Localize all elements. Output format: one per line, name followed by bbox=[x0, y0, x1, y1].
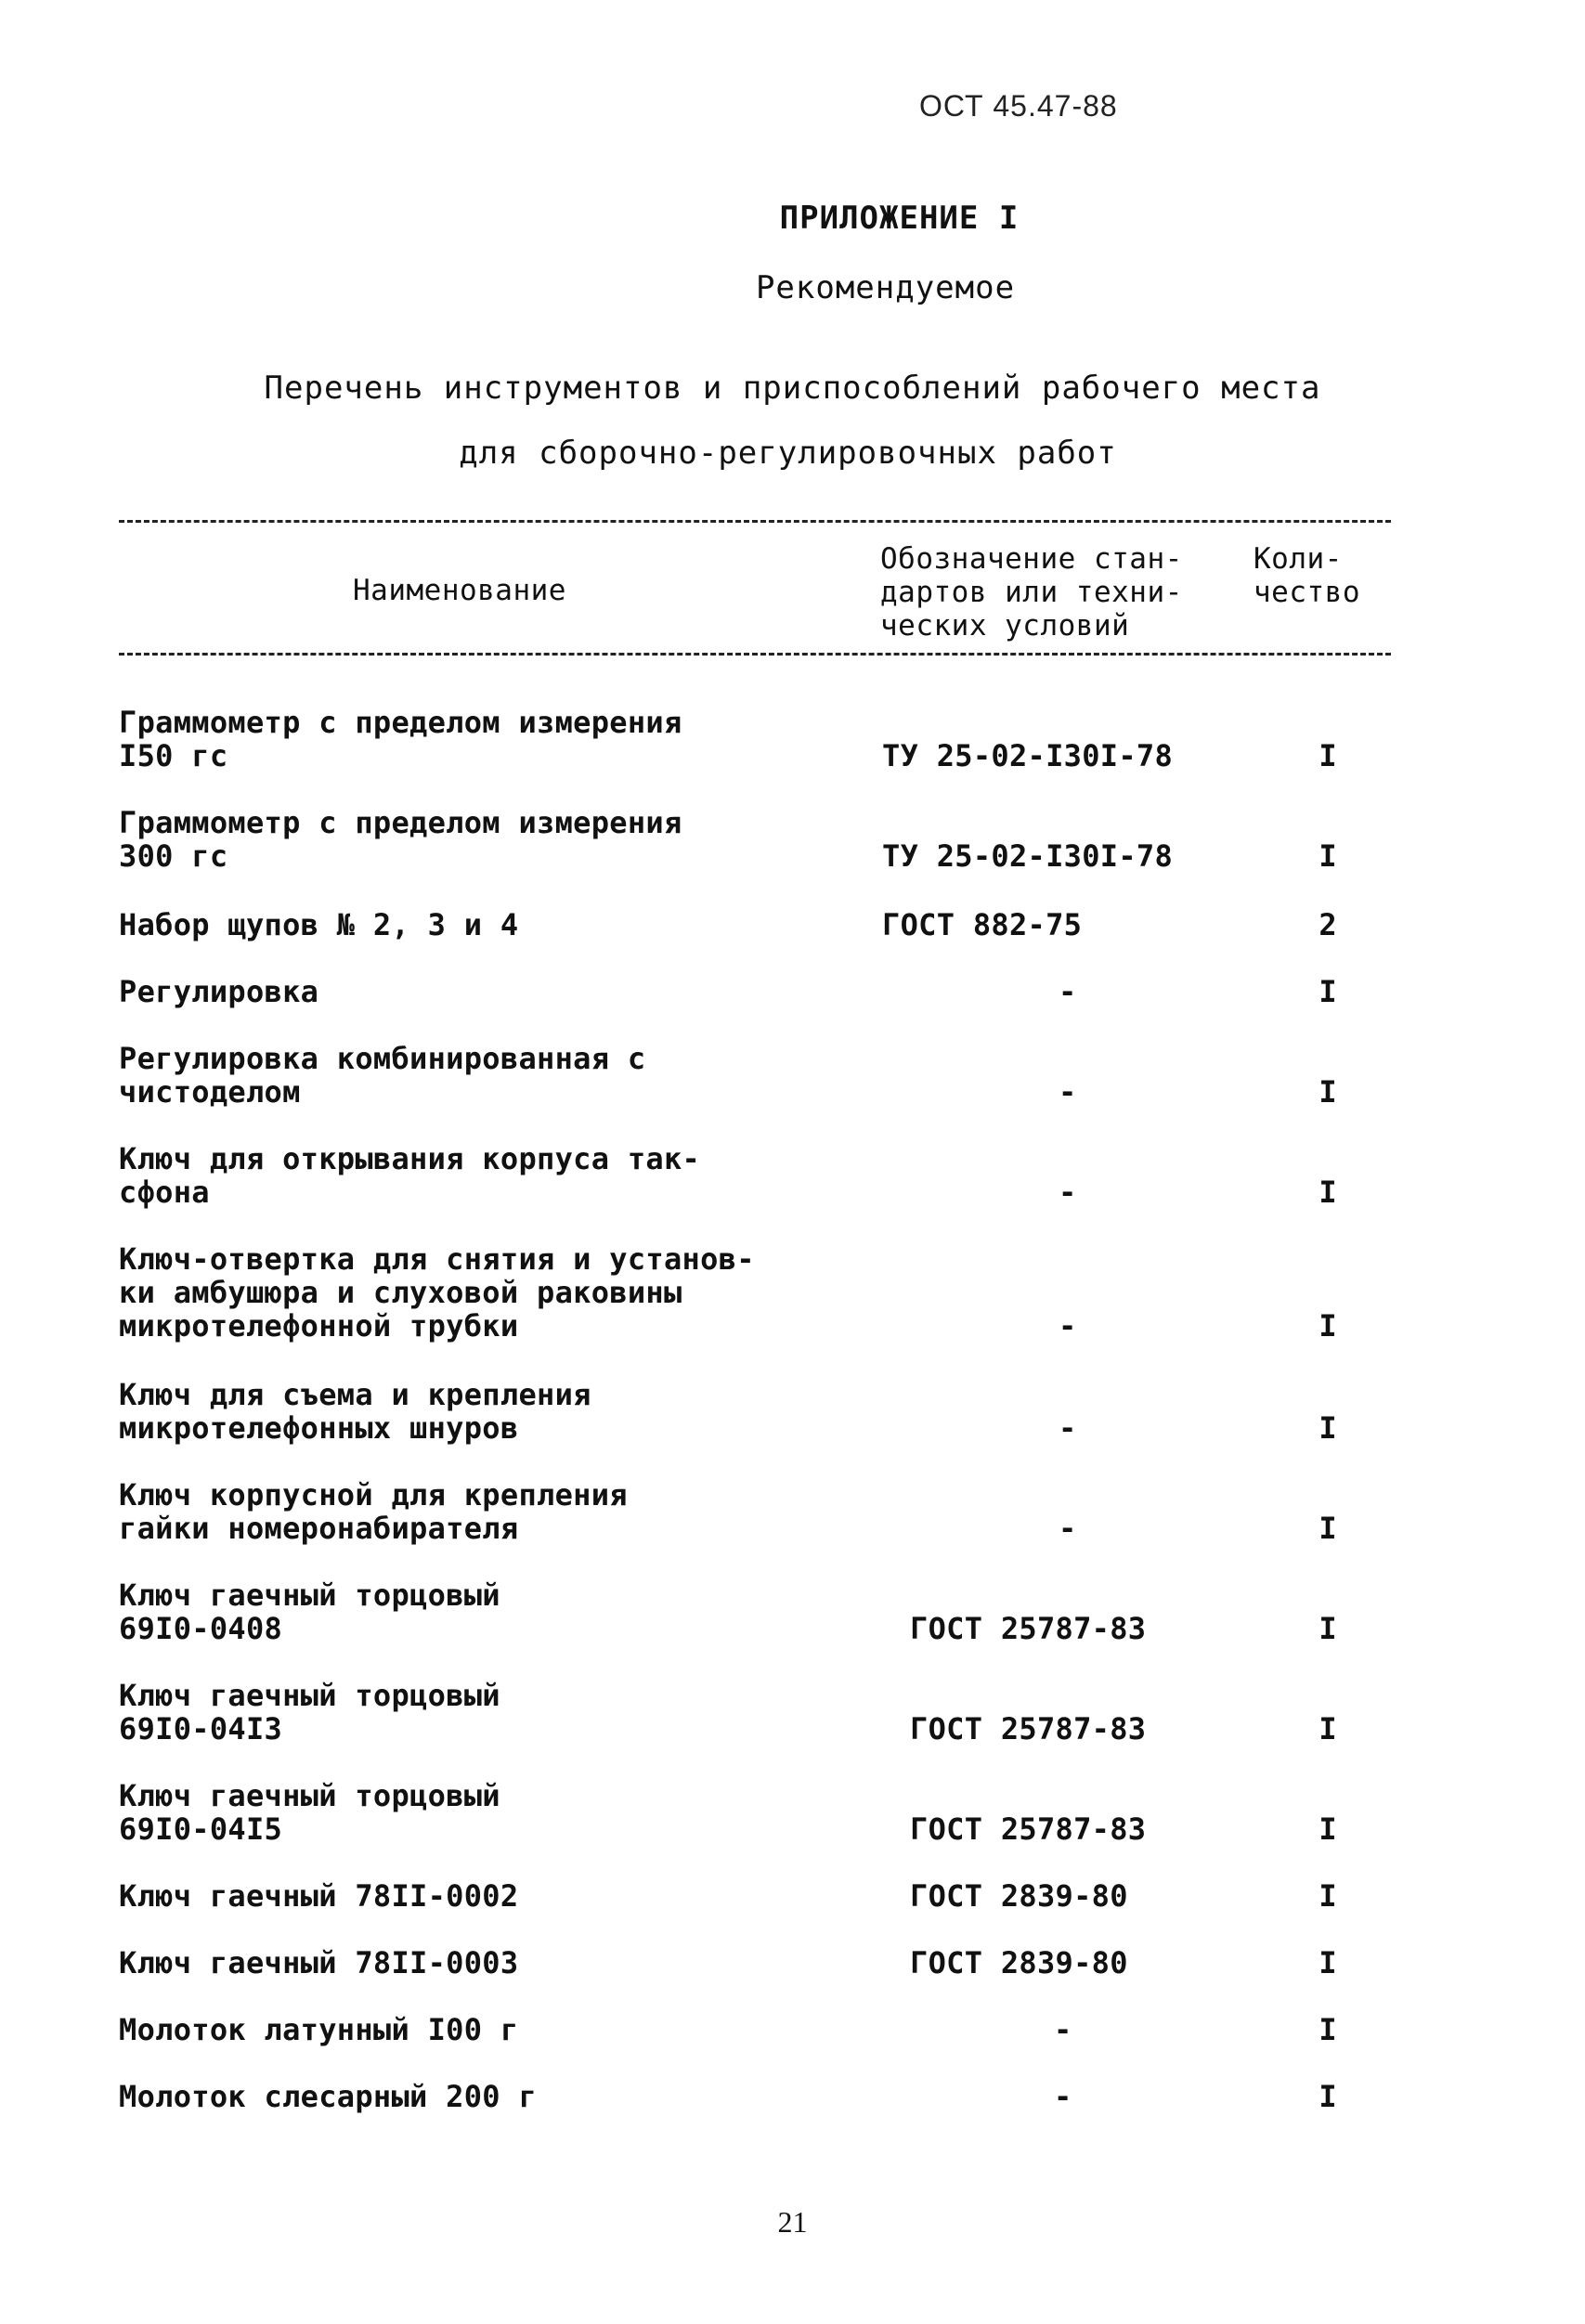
item-quantity: I bbox=[1319, 1308, 1337, 1344]
item-standard: ГОСТ 2839-80 bbox=[910, 1878, 1128, 1914]
item-quantity: I bbox=[1319, 2012, 1337, 2047]
item-quantity: I bbox=[1319, 1175, 1337, 1210]
item-standard: ТУ 25-02-I30I-78 bbox=[882, 838, 1174, 874]
item-name: Ключ гаечный 78II-0003 bbox=[119, 1945, 519, 1980]
item-quantity: I bbox=[1319, 2079, 1337, 2114]
item-standard: ГОСТ 25787-83 bbox=[910, 1811, 1147, 1847]
table-title-line-1: Перечень инструментов и приспособлений рабочего места bbox=[264, 370, 1321, 407]
item-name: Ключ для съема и крепления микротелефонных шнуров bbox=[119, 1377, 591, 1446]
item-standard: - bbox=[1054, 2012, 1072, 2047]
item-quantity: I bbox=[1319, 1878, 1337, 1914]
item-name: Набор щупов № 2, 3 и 4 bbox=[119, 907, 519, 942]
item-standard: ТУ 25-02-I30I-78 bbox=[882, 738, 1174, 773]
page-number: 21 bbox=[777, 2205, 808, 2239]
item-standard: - bbox=[1059, 1410, 1077, 1446]
item-quantity: I bbox=[1319, 838, 1337, 874]
appendix-status: Рекомендуемое bbox=[755, 269, 1016, 306]
item-name: Ключ гаечный 78II-0002 bbox=[119, 1878, 519, 1914]
table-title-line-2: для сборочно-регулировочных работ bbox=[459, 435, 1117, 472]
item-standard: ГОСТ 25787-83 bbox=[910, 1611, 1147, 1646]
item-quantity: I bbox=[1319, 738, 1337, 773]
item-quantity: I bbox=[1319, 1811, 1337, 1847]
item-name: Молоток латунный I00 г bbox=[119, 2012, 519, 2047]
item-standard: ГОСТ 25787-83 bbox=[910, 1711, 1147, 1746]
item-quantity: 2 bbox=[1319, 907, 1337, 942]
item-standard: ГОСТ 2839-80 bbox=[910, 1945, 1128, 1980]
column-header-quantity: Коли- чество bbox=[1254, 542, 1360, 609]
item-name: Граммометр с пределом измерения I50 гс bbox=[119, 705, 682, 773]
item-quantity: I bbox=[1319, 1511, 1337, 1546]
item-standard: - bbox=[1059, 1511, 1077, 1546]
item-standard: - bbox=[1059, 1074, 1077, 1110]
item-name: Ключ для открывания корпуса так- сфона bbox=[119, 1141, 701, 1210]
item-standard: ГОСТ 882-75 bbox=[882, 907, 1083, 942]
item-quantity: I bbox=[1319, 1945, 1337, 1980]
item-standard: - bbox=[1059, 1308, 1077, 1344]
item-name: Ключ гаечный торцовый 69I0-0408 bbox=[119, 1577, 500, 1646]
item-quantity: I bbox=[1319, 1410, 1337, 1446]
item-name: Ключ гаечный торцовый 69I0-04I5 bbox=[119, 1778, 500, 1847]
document-code: ОСТ 45.47-88 bbox=[919, 89, 1118, 123]
item-quantity: I bbox=[1319, 974, 1337, 1009]
item-standard: - bbox=[1059, 1175, 1077, 1210]
item-name: Молоток слесарный 200 г bbox=[119, 2079, 538, 2114]
item-name: Регулировка bbox=[119, 974, 319, 1009]
item-standard: - bbox=[1054, 2079, 1072, 2114]
item-quantity: I bbox=[1319, 1711, 1337, 1746]
item-quantity: I bbox=[1319, 1074, 1337, 1110]
item-name: Ключ-отвертка для снятия и установ- ки амбушюра и слуховой раковины микротелефонной трубки bbox=[119, 1241, 755, 1344]
column-header-name: Наименование bbox=[353, 574, 566, 607]
item-name: Граммометр с пределом измерения 300 гс bbox=[119, 805, 682, 874]
appendix-title: ПРИЛОЖЕНИЕ I bbox=[779, 200, 1020, 237]
item-standard: - bbox=[1059, 974, 1077, 1009]
item-name: Ключ гаечный торцовый 69I0-04I3 bbox=[119, 1678, 500, 1746]
item-name: Регулировка комбинированная с чистоделом bbox=[119, 1041, 646, 1110]
item-name: Ключ корпусной для крепления гайки номеронабирателя bbox=[119, 1477, 628, 1546]
item-quantity: I bbox=[1319, 1611, 1337, 1646]
column-header-standard: Обозначение стан- дартов или техни- ческих условий bbox=[880, 542, 1183, 643]
